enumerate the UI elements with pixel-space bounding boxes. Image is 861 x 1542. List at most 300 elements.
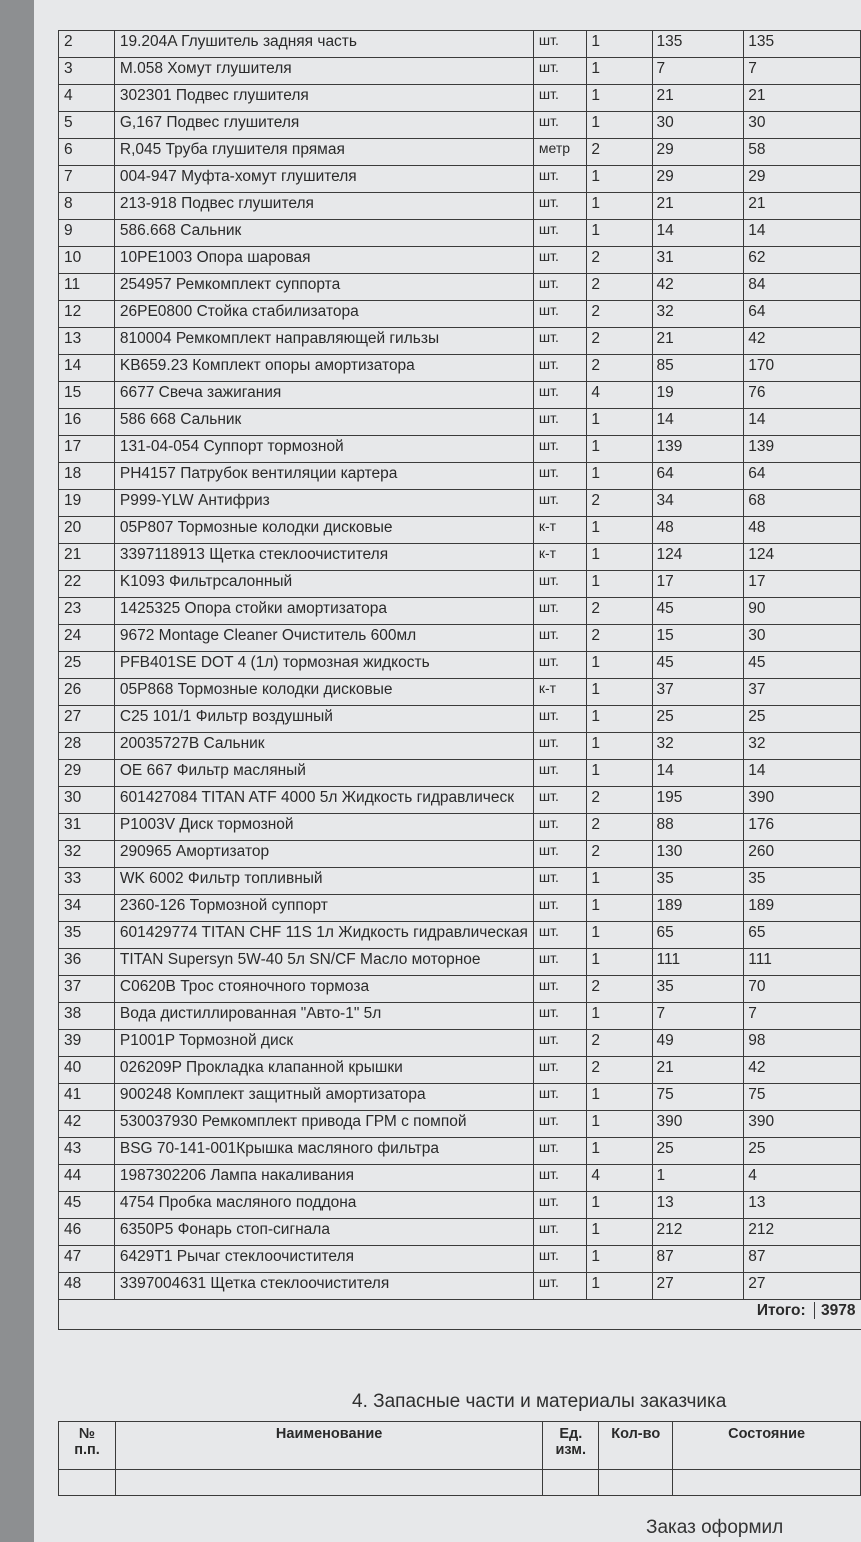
quantity-cell: 2 bbox=[587, 328, 652, 355]
quantity-cell: 2 bbox=[587, 1057, 652, 1084]
price-cell: 1 bbox=[652, 1165, 744, 1192]
row-number-cell: 30 bbox=[59, 787, 115, 814]
table-row bbox=[59, 382, 861, 409]
price-cell: 65 bbox=[652, 922, 744, 949]
customer-parts-table bbox=[58, 1421, 861, 1496]
sum-cell: 17 bbox=[744, 571, 861, 598]
table-row bbox=[59, 166, 861, 193]
row-number-cell: 2 bbox=[59, 31, 115, 58]
part-name-cell: WK 6002 Фильтр топливный bbox=[114, 868, 533, 895]
table-row bbox=[59, 58, 861, 85]
part-name-cell: C25 101/1 Фильтр воздушный bbox=[114, 706, 533, 733]
section-title: 4. Запасные части и материалы заказчика bbox=[352, 1391, 727, 1412]
price-cell: 32 bbox=[652, 733, 744, 760]
part-name-cell: 290965 Амортизатор bbox=[114, 841, 533, 868]
quantity-cell: 1 bbox=[587, 58, 652, 85]
quantity-cell: 2 bbox=[587, 841, 652, 868]
sum-cell: 90 bbox=[744, 598, 861, 625]
row-number-cell: 36 bbox=[59, 949, 115, 976]
table-row bbox=[59, 598, 861, 625]
quantity-cell: 2 bbox=[587, 598, 652, 625]
table-row bbox=[59, 571, 861, 598]
part-name-cell: 6350P5 Фонарь стоп-сигнала bbox=[114, 1219, 533, 1246]
table-row bbox=[59, 895, 861, 922]
row-number-cell: 14 bbox=[59, 355, 115, 382]
quantity-cell: 2 bbox=[587, 247, 652, 274]
price-cell: 49 bbox=[652, 1030, 744, 1057]
unit-cell: шт. bbox=[533, 814, 587, 841]
sum-cell: 42 bbox=[744, 328, 861, 355]
price-cell: 27 bbox=[652, 1273, 744, 1300]
row-number-cell: 6 bbox=[59, 139, 115, 166]
table-row bbox=[59, 976, 861, 1003]
part-name-cell: 05P868 Тормозные колодки дисковые bbox=[114, 679, 533, 706]
price-cell: 111 bbox=[652, 949, 744, 976]
part-name-cell: 1987302206 Лампа накаливания bbox=[114, 1165, 533, 1192]
sum-cell: 390 bbox=[744, 787, 861, 814]
price-cell: 189 bbox=[652, 895, 744, 922]
price-cell: 135 bbox=[652, 31, 744, 58]
price-cell: 64 bbox=[652, 463, 744, 490]
sum-cell: 14 bbox=[744, 220, 861, 247]
price-cell: 139 bbox=[652, 436, 744, 463]
row-number-cell: 10 bbox=[59, 247, 115, 274]
sum-cell: 62 bbox=[744, 247, 861, 274]
table-row bbox=[59, 220, 861, 247]
row-number-cell: 48 bbox=[59, 1273, 115, 1300]
row-number-cell: 5 bbox=[59, 112, 115, 139]
part-name-cell: 05P807 Тормозные колодки дисковые bbox=[114, 517, 533, 544]
part-name-cell: G,167 Подвес глушителя bbox=[114, 112, 533, 139]
unit-cell: шт. bbox=[533, 436, 587, 463]
row-number-cell: 25 bbox=[59, 652, 115, 679]
row-number-cell: 43 bbox=[59, 1138, 115, 1165]
unit-cell: шт. bbox=[533, 733, 587, 760]
unit-cell: шт. bbox=[533, 220, 587, 247]
sum-cell: 7 bbox=[744, 1003, 861, 1030]
row-number-cell: 18 bbox=[59, 463, 115, 490]
price-cell: 17 bbox=[652, 571, 744, 598]
quantity-cell: 1 bbox=[587, 1246, 652, 1273]
sum-cell: 14 bbox=[744, 760, 861, 787]
price-cell: 21 bbox=[652, 193, 744, 220]
quantity-cell: 1 bbox=[587, 868, 652, 895]
sum-cell: 45 bbox=[744, 652, 861, 679]
price-cell: 7 bbox=[652, 1003, 744, 1030]
unit-cell: шт. bbox=[533, 1084, 587, 1111]
table-row bbox=[59, 1003, 861, 1030]
price-cell: 14 bbox=[652, 760, 744, 787]
price-cell: 19 bbox=[652, 382, 744, 409]
part-name-cell: 1425325 Опора стойки амортизатора bbox=[114, 598, 533, 625]
unit-cell: шт. bbox=[533, 571, 587, 598]
unit-cell: шт. bbox=[533, 193, 587, 220]
row-number-cell: 11 bbox=[59, 274, 115, 301]
table-row bbox=[59, 814, 861, 841]
table-row bbox=[59, 85, 861, 112]
table-row bbox=[59, 301, 861, 328]
sum-cell: 13 bbox=[744, 1192, 861, 1219]
row-number-cell: 41 bbox=[59, 1084, 115, 1111]
price-cell: 212 bbox=[652, 1219, 744, 1246]
price-cell: 87 bbox=[652, 1246, 744, 1273]
quantity-cell: 1 bbox=[587, 1138, 652, 1165]
unit-cell: к-т bbox=[533, 544, 587, 571]
price-cell: 88 bbox=[652, 814, 744, 841]
parts-table-body bbox=[59, 31, 861, 1300]
header-condition: Состояние bbox=[673, 1422, 861, 1470]
parts-table bbox=[58, 30, 861, 1330]
part-name-cell: 213-918 Подвес глушителя bbox=[114, 193, 533, 220]
price-cell: 15 bbox=[652, 625, 744, 652]
table-row bbox=[59, 328, 861, 355]
part-name-cell: 10PE1003 Опора шаровая bbox=[114, 247, 533, 274]
unit-cell: шт. bbox=[533, 355, 587, 382]
table-row bbox=[59, 517, 861, 544]
quantity-cell: 1 bbox=[587, 1219, 652, 1246]
total-label: Итого: bbox=[756, 1302, 806, 1319]
table-row bbox=[59, 31, 861, 58]
quantity-cell: 2 bbox=[587, 301, 652, 328]
quantity-cell: 4 bbox=[587, 382, 652, 409]
unit-cell: шт. bbox=[533, 85, 587, 112]
total-value: 3978 bbox=[814, 1302, 855, 1319]
sum-cell: 42 bbox=[744, 1057, 861, 1084]
row-number-cell: 35 bbox=[59, 922, 115, 949]
part-name-cell: P1003V Диск тормозной bbox=[114, 814, 533, 841]
part-name-cell: R,045 Труба глушителя прямая bbox=[114, 139, 533, 166]
unit-cell: шт. bbox=[533, 328, 587, 355]
part-name-cell: 131-04-054 Суппорт тормозной bbox=[114, 436, 533, 463]
row-number-cell: 39 bbox=[59, 1030, 115, 1057]
row-number-cell: 28 bbox=[59, 733, 115, 760]
row-number-cell: 17 bbox=[59, 436, 115, 463]
quantity-cell: 1 bbox=[587, 949, 652, 976]
sum-cell: 68 bbox=[744, 490, 861, 517]
table-row bbox=[59, 355, 861, 382]
part-name-cell: 6429T1 Рычаг стеклоочистителя bbox=[114, 1246, 533, 1273]
header-name: Наименование bbox=[115, 1422, 542, 1470]
price-cell: 13 bbox=[652, 1192, 744, 1219]
row-number-cell: 33 bbox=[59, 868, 115, 895]
quantity-cell: 2 bbox=[587, 1030, 652, 1057]
sum-cell: 21 bbox=[744, 193, 861, 220]
price-cell: 45 bbox=[652, 652, 744, 679]
unit-cell: шт. bbox=[533, 490, 587, 517]
unit-cell: шт. bbox=[533, 922, 587, 949]
unit-cell: шт. bbox=[533, 112, 587, 139]
quantity-cell: 2 bbox=[587, 625, 652, 652]
unit-cell: шт. bbox=[533, 1246, 587, 1273]
table-row bbox=[59, 652, 861, 679]
part-name-cell: 530037930 Ремкомплект привода ГРМ с помпой bbox=[114, 1111, 533, 1138]
quantity-cell: 1 bbox=[587, 220, 652, 247]
quantity-cell: 2 bbox=[587, 355, 652, 382]
table-row bbox=[59, 1219, 861, 1246]
table-row bbox=[59, 247, 861, 274]
table-row bbox=[59, 1111, 861, 1138]
sum-cell: 37 bbox=[744, 679, 861, 706]
table-row bbox=[59, 1273, 861, 1300]
table-row bbox=[59, 679, 861, 706]
quantity-cell: 1 bbox=[587, 760, 652, 787]
row-number-cell: 47 bbox=[59, 1246, 115, 1273]
sum-cell: 98 bbox=[744, 1030, 861, 1057]
quantity-cell: 1 bbox=[587, 922, 652, 949]
price-cell: 48 bbox=[652, 517, 744, 544]
quantity-cell: 1 bbox=[587, 571, 652, 598]
unit-cell: шт. bbox=[533, 1030, 587, 1057]
quantity-cell: 4 bbox=[587, 1165, 652, 1192]
quantity-cell: 1 bbox=[587, 166, 652, 193]
table-row bbox=[59, 463, 861, 490]
part-name-cell: 4754 Пробка масляного поддона bbox=[114, 1192, 533, 1219]
sum-cell: 176 bbox=[744, 814, 861, 841]
part-name-cell: C0620B Трос стояночного тормоза bbox=[114, 976, 533, 1003]
table-row bbox=[59, 733, 861, 760]
unit-cell: шт. bbox=[533, 868, 587, 895]
price-cell: 195 bbox=[652, 787, 744, 814]
quantity-cell: 1 bbox=[587, 652, 652, 679]
price-cell: 14 bbox=[652, 409, 744, 436]
price-cell: 25 bbox=[652, 1138, 744, 1165]
unit-cell: шт. bbox=[533, 1138, 587, 1165]
table-row bbox=[59, 868, 861, 895]
sum-cell: 260 bbox=[744, 841, 861, 868]
row-number-cell: 12 bbox=[59, 301, 115, 328]
sum-cell: 87 bbox=[744, 1246, 861, 1273]
sum-cell: 4 bbox=[744, 1165, 861, 1192]
part-name-cell: 2360-126 Тормозной суппорт bbox=[114, 895, 533, 922]
row-number-cell: 42 bbox=[59, 1111, 115, 1138]
unit-cell: шт. bbox=[533, 382, 587, 409]
price-cell: 37 bbox=[652, 679, 744, 706]
part-name-cell: 586.668 Сальник bbox=[114, 220, 533, 247]
total-row bbox=[59, 1300, 861, 1330]
unit-cell: к-т bbox=[533, 517, 587, 544]
row-number-cell: 26 bbox=[59, 679, 115, 706]
unit-cell: шт. bbox=[533, 409, 587, 436]
unit-cell: шт. bbox=[533, 166, 587, 193]
part-name-cell: KB659.23 Комплект опоры амортизатора bbox=[114, 355, 533, 382]
quantity-cell: 2 bbox=[587, 814, 652, 841]
quantity-cell: 2 bbox=[587, 787, 652, 814]
price-cell: 390 bbox=[652, 1111, 744, 1138]
part-name-cell: OE 667 Фильтр масляный bbox=[114, 760, 533, 787]
part-name-cell: PH4157 Патрубок вентиляции картера bbox=[114, 463, 533, 490]
quantity-cell: 1 bbox=[587, 436, 652, 463]
row-number-cell: 44 bbox=[59, 1165, 115, 1192]
row-number-cell: 16 bbox=[59, 409, 115, 436]
header-qty: Кол-во bbox=[599, 1422, 673, 1470]
unit-cell: шт. bbox=[533, 1273, 587, 1300]
price-cell: 31 bbox=[652, 247, 744, 274]
quantity-cell: 1 bbox=[587, 1273, 652, 1300]
sum-cell: 76 bbox=[744, 382, 861, 409]
table-row bbox=[59, 1030, 861, 1057]
row-number-cell: 34 bbox=[59, 895, 115, 922]
price-cell: 75 bbox=[652, 1084, 744, 1111]
table-row bbox=[59, 409, 861, 436]
part-name-cell: PFB401SE DOT 4 (1л) тормозная жидкость bbox=[114, 652, 533, 679]
customer-table-empty-row bbox=[59, 1470, 861, 1496]
table-row bbox=[59, 1246, 861, 1273]
table-row bbox=[59, 1192, 861, 1219]
unit-cell: шт. bbox=[533, 652, 587, 679]
price-cell: 130 bbox=[652, 841, 744, 868]
table-row bbox=[59, 922, 861, 949]
sum-cell: 189 bbox=[744, 895, 861, 922]
part-name-cell: 810004 Ремкомплект направляющей гильзы bbox=[114, 328, 533, 355]
sum-cell: 64 bbox=[744, 301, 861, 328]
sum-cell: 70 bbox=[744, 976, 861, 1003]
quantity-cell: 1 bbox=[587, 1192, 652, 1219]
table-row bbox=[59, 139, 861, 166]
unit-cell: шт. bbox=[533, 760, 587, 787]
unit-cell: метр bbox=[533, 139, 587, 166]
part-name-cell: TITAN Supersyn 5W-40 5л SN/CF Масло моторное bbox=[114, 949, 533, 976]
row-number-cell: 21 bbox=[59, 544, 115, 571]
part-name-cell: K1093 Фильтрсалонный bbox=[114, 571, 533, 598]
unit-cell: шт. bbox=[533, 31, 587, 58]
sum-cell: 48 bbox=[744, 517, 861, 544]
customer-table-header bbox=[59, 1422, 861, 1470]
row-number-cell: 29 bbox=[59, 760, 115, 787]
sum-cell: 212 bbox=[744, 1219, 861, 1246]
unit-cell: шт. bbox=[533, 463, 587, 490]
sum-cell: 124 bbox=[744, 544, 861, 571]
quantity-cell: 1 bbox=[587, 706, 652, 733]
price-cell: 29 bbox=[652, 166, 744, 193]
unit-cell: шт. bbox=[533, 274, 587, 301]
row-number-cell: 31 bbox=[59, 814, 115, 841]
price-cell: 85 bbox=[652, 355, 744, 382]
part-name-cell: 3397118913 Щетка стеклоочистителя bbox=[114, 544, 533, 571]
unit-cell: шт. bbox=[533, 706, 587, 733]
part-name-cell: 026209P Прокладка клапанной крышки bbox=[114, 1057, 533, 1084]
part-name-cell: 601429774 TITAN CHF 11S 1л Жидкость гидравлическая bbox=[114, 922, 533, 949]
table-row bbox=[59, 841, 861, 868]
quantity-cell: 1 bbox=[587, 544, 652, 571]
table-row bbox=[59, 787, 861, 814]
sum-cell: 135 bbox=[744, 31, 861, 58]
row-number-cell: 27 bbox=[59, 706, 115, 733]
row-number-cell: 19 bbox=[59, 490, 115, 517]
sum-cell: 27 bbox=[744, 1273, 861, 1300]
unit-cell: шт. bbox=[533, 787, 587, 814]
sum-cell: 29 bbox=[744, 166, 861, 193]
part-name-cell: M.058 Хомут глушителя bbox=[114, 58, 533, 85]
row-number-cell: 20 bbox=[59, 517, 115, 544]
unit-cell: шт. bbox=[533, 58, 587, 85]
sum-cell: 75 bbox=[744, 1084, 861, 1111]
price-cell: 35 bbox=[652, 976, 744, 1003]
part-name-cell: 9672 Montage Cleaner Очиститель 600мл bbox=[114, 625, 533, 652]
part-name-cell: 900248 Комплект защитный амортизатора bbox=[114, 1084, 533, 1111]
sum-cell: 170 bbox=[744, 355, 861, 382]
unit-cell: шт. bbox=[533, 1192, 587, 1219]
price-cell: 30 bbox=[652, 112, 744, 139]
quantity-cell: 2 bbox=[587, 139, 652, 166]
row-number-cell: 3 bbox=[59, 58, 115, 85]
price-cell: 34 bbox=[652, 490, 744, 517]
quantity-cell: 1 bbox=[587, 1003, 652, 1030]
table-row bbox=[59, 490, 861, 517]
sum-cell: 14 bbox=[744, 409, 861, 436]
table-row bbox=[59, 1057, 861, 1084]
table-row bbox=[59, 436, 861, 463]
part-name-cell: 586 668 Сальник bbox=[114, 409, 533, 436]
part-name-cell: 601427084 TITAN ATF 4000 5л Жидкость гидравлическ bbox=[114, 787, 533, 814]
price-cell: 29 bbox=[652, 139, 744, 166]
part-name-cell: 302301 Подвес глушителя bbox=[114, 85, 533, 112]
sum-cell: 21 bbox=[744, 85, 861, 112]
row-number-cell: 37 bbox=[59, 976, 115, 1003]
table-row bbox=[59, 760, 861, 787]
price-cell: 7 bbox=[652, 58, 744, 85]
row-number-cell: 40 bbox=[59, 1057, 115, 1084]
part-name-cell: 20035727B Сальник bbox=[114, 733, 533, 760]
sum-cell: 32 bbox=[744, 733, 861, 760]
order-signed-label: Заказ оформил bbox=[646, 1517, 784, 1538]
sum-cell: 25 bbox=[744, 1138, 861, 1165]
price-cell: 42 bbox=[652, 274, 744, 301]
quantity-cell: 1 bbox=[587, 409, 652, 436]
part-name-cell: 26PE0800 Стойка стабилизатора bbox=[114, 301, 533, 328]
price-cell: 25 bbox=[652, 706, 744, 733]
unit-cell: шт. bbox=[533, 1111, 587, 1138]
table-row bbox=[59, 193, 861, 220]
sum-cell: 111 bbox=[744, 949, 861, 976]
unit-cell: шт. bbox=[533, 1003, 587, 1030]
row-number-cell: 24 bbox=[59, 625, 115, 652]
table-row bbox=[59, 1084, 861, 1111]
quantity-cell: 2 bbox=[587, 976, 652, 1003]
table-row bbox=[59, 544, 861, 571]
row-number-cell: 38 bbox=[59, 1003, 115, 1030]
quantity-cell: 1 bbox=[587, 112, 652, 139]
sum-cell: 64 bbox=[744, 463, 861, 490]
sum-cell: 84 bbox=[744, 274, 861, 301]
unit-cell: шт. bbox=[533, 625, 587, 652]
part-name-cell: P999-YLW Антифриз bbox=[114, 490, 533, 517]
table-row bbox=[59, 625, 861, 652]
part-name-cell: 254957 Ремкомплект суппорта bbox=[114, 274, 533, 301]
unit-cell: шт. bbox=[533, 598, 587, 625]
sum-cell: 65 bbox=[744, 922, 861, 949]
part-name-cell: 6677 Свеча зажигания bbox=[114, 382, 533, 409]
table-row bbox=[59, 274, 861, 301]
unit-cell: шт. bbox=[533, 841, 587, 868]
quantity-cell: 1 bbox=[587, 679, 652, 706]
unit-cell: шт. bbox=[533, 949, 587, 976]
unit-cell: шт. bbox=[533, 976, 587, 1003]
quantity-cell: 1 bbox=[587, 733, 652, 760]
part-name-cell: 19.204A Глушитель задняя часть bbox=[114, 31, 533, 58]
quantity-cell: 1 bbox=[587, 85, 652, 112]
price-cell: 32 bbox=[652, 301, 744, 328]
header-unit: Ед. изм. bbox=[543, 1422, 599, 1470]
table-row bbox=[59, 949, 861, 976]
price-cell: 124 bbox=[652, 544, 744, 571]
sum-cell: 35 bbox=[744, 868, 861, 895]
row-number-cell: 9 bbox=[59, 220, 115, 247]
sum-cell: 30 bbox=[744, 112, 861, 139]
price-cell: 45 bbox=[652, 598, 744, 625]
quantity-cell: 1 bbox=[587, 895, 652, 922]
row-number-cell: 22 bbox=[59, 571, 115, 598]
quantity-cell: 2 bbox=[587, 490, 652, 517]
